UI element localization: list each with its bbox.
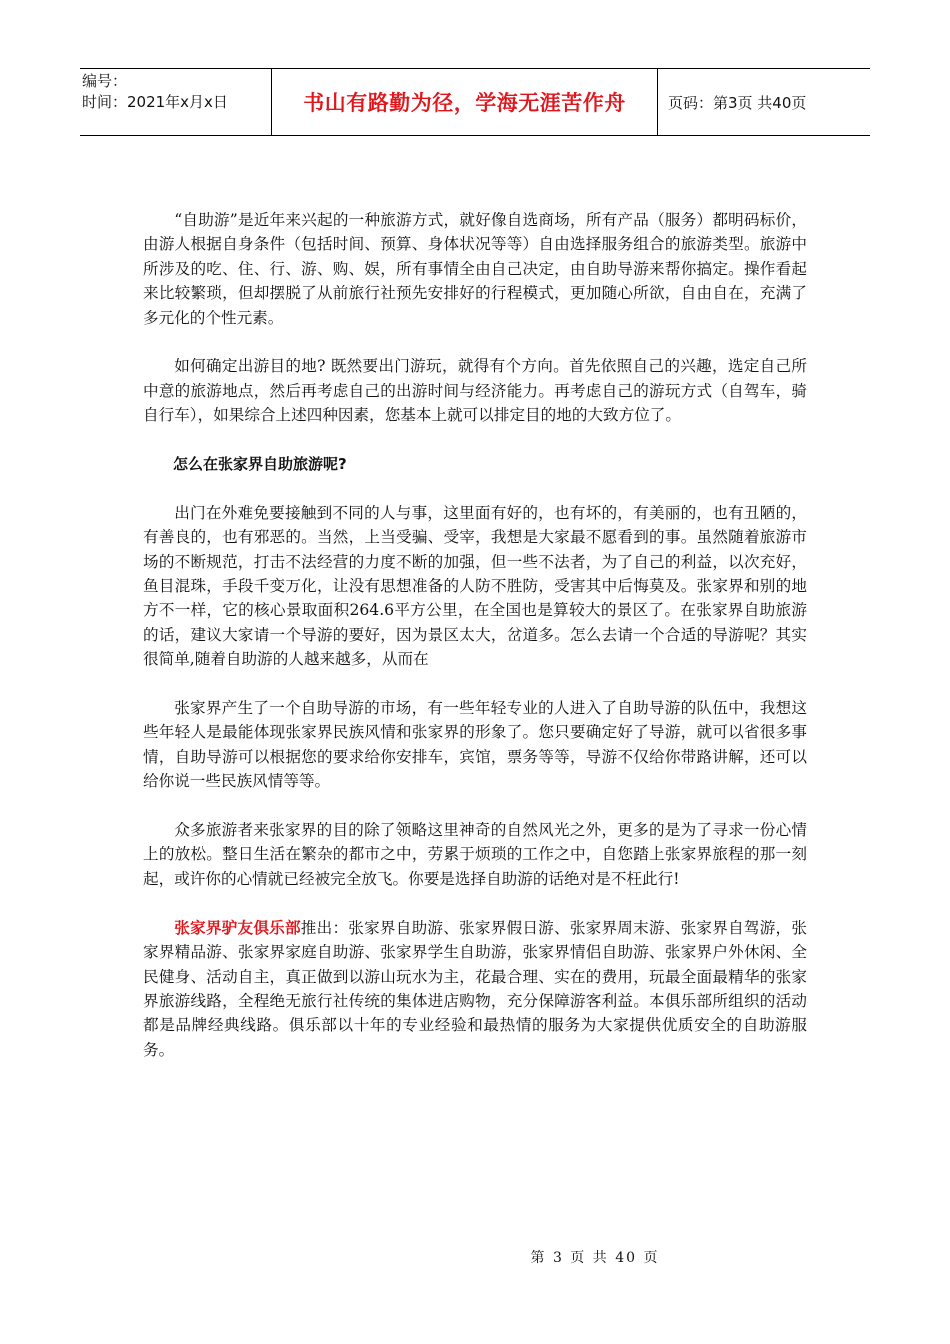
section-heading: 怎么在张家界自助旅游呢? (173, 455, 347, 474)
club-description: 推出：张家界自助游、张家界假日游、张家界周末游、张家界自驾游，张家界精品游、张家界家庭自助游、张家界学生自助游，张家界情侣自助游、张家界户外休闲、全民健身、活动自主，真正做到以游山玩水为主，花最合理、实在的费用，玩最全面最精华的张家界旅游线路，全程绝无旅行社传统的集体进店购物，充分保障游客利益。本俱乐部所组织的活动都是品牌经典线路。俱乐部以十年的专业经验和最热情的服务为大家提供优质安全的自助游服务。 (143, 918, 807, 1059)
document-body (143, 208, 807, 1087)
document-date-label: 时间：2021年x月x日 (82, 93, 228, 111)
page-header (80, 68, 870, 136)
paragraph-destination: 如何确定出游目的地? 既然要出门游玩，就得有个方向。首先依照自己的兴趣，选定自己所中意的旅游地点，然后再考虑自己的出游时间与经济能力。再考虑自己的游玩方式（自驾车，骑自行车），如果综合上述四种因素，您基本上就可以排定目的地的大致方位了。 (143, 357, 807, 425)
paragraph-guide-market: 张家界产生了一个自助导游的市场，有一些年轻专业的人进入了自助导游的队伍中，我想这些年轻人是最能体现张家界民族风情和张家界的形象了。您只要确定好了导游，就可以省很多事情，自助导游可以根据您的要求给你安排车，宾馆，票务等等，导游不仅给你带路讲解，还可以给你说一些民族风情等等。 (143, 699, 807, 791)
paragraph-relaxation: 众多旅游者来张家界的目的除了领略这里神奇的自然风光之外，更多的是为了寻求一份心情上的放松。整日生活在繁杂的都市之中，劳累于烦琐的工作之中，自您踏上张家界旅程的那一刻起，或许你的心情就已经被完全放飞。你要是选择自助游的话绝对是不枉此行! (143, 821, 807, 888)
club-name: 张家界驴友俱乐部 (174, 918, 301, 937)
paragraph-club (143, 916, 807, 1062)
document-number-label: 编号： (82, 72, 128, 90)
header-motto: 书山有路勤为径，学海无涯苦作舟 (272, 69, 658, 135)
paragraph-guide-advice: 出门在外难免要接触到不同的人与事，这里面有好的，也有坏的，有美丽的，也有丑陋的，有善良的，也有邪恶的。当然，上当受骗、受宰，我想是大家最不愿看到的事。虽然随着旅游市场的不断规范，打击不法经营的力度不断的加强，但一些不法者，为了自己的利益，以次充好，鱼目混珠，手段千变万化，让没有思想准备的人防不胜防，受害其中后悔莫及。张家界和别的地方不一样，它的核心景取面积264.6平方公里，在全国也是算较大的景区了。在张家界自助旅游的话，建议大家请一个导游的要好，因为景区太大，岔道多。怎么去请一个合适的导游呢？其实很简单,随着自助游的人越来越多，从而在 (143, 503, 807, 669)
paragraph-intro: “自助游”是近年来兴起的一种旅游方式，就好像自选商场，所有产品（服务）都明码标价，由游人根据自身条件（包括时间、预算、身体状况等等）自由选择服务组合的旅游类型。旅游中所涉及的吃、住、行、游、购、娱，所有事情全由自己决定，由自助导游来帮你搞定。操作看起来比较繁琐，但却摆脱了从前旅行社预先安排好的行程模式，更加随心所欲，自由自在，充满了多元化的个性元素。 (143, 211, 807, 327)
page-footer: 第 3 页 共 40 页 (530, 1250, 660, 1266)
header-meta (80, 69, 272, 135)
header-page-code: 页码：第3页 共40页 (668, 93, 807, 112)
